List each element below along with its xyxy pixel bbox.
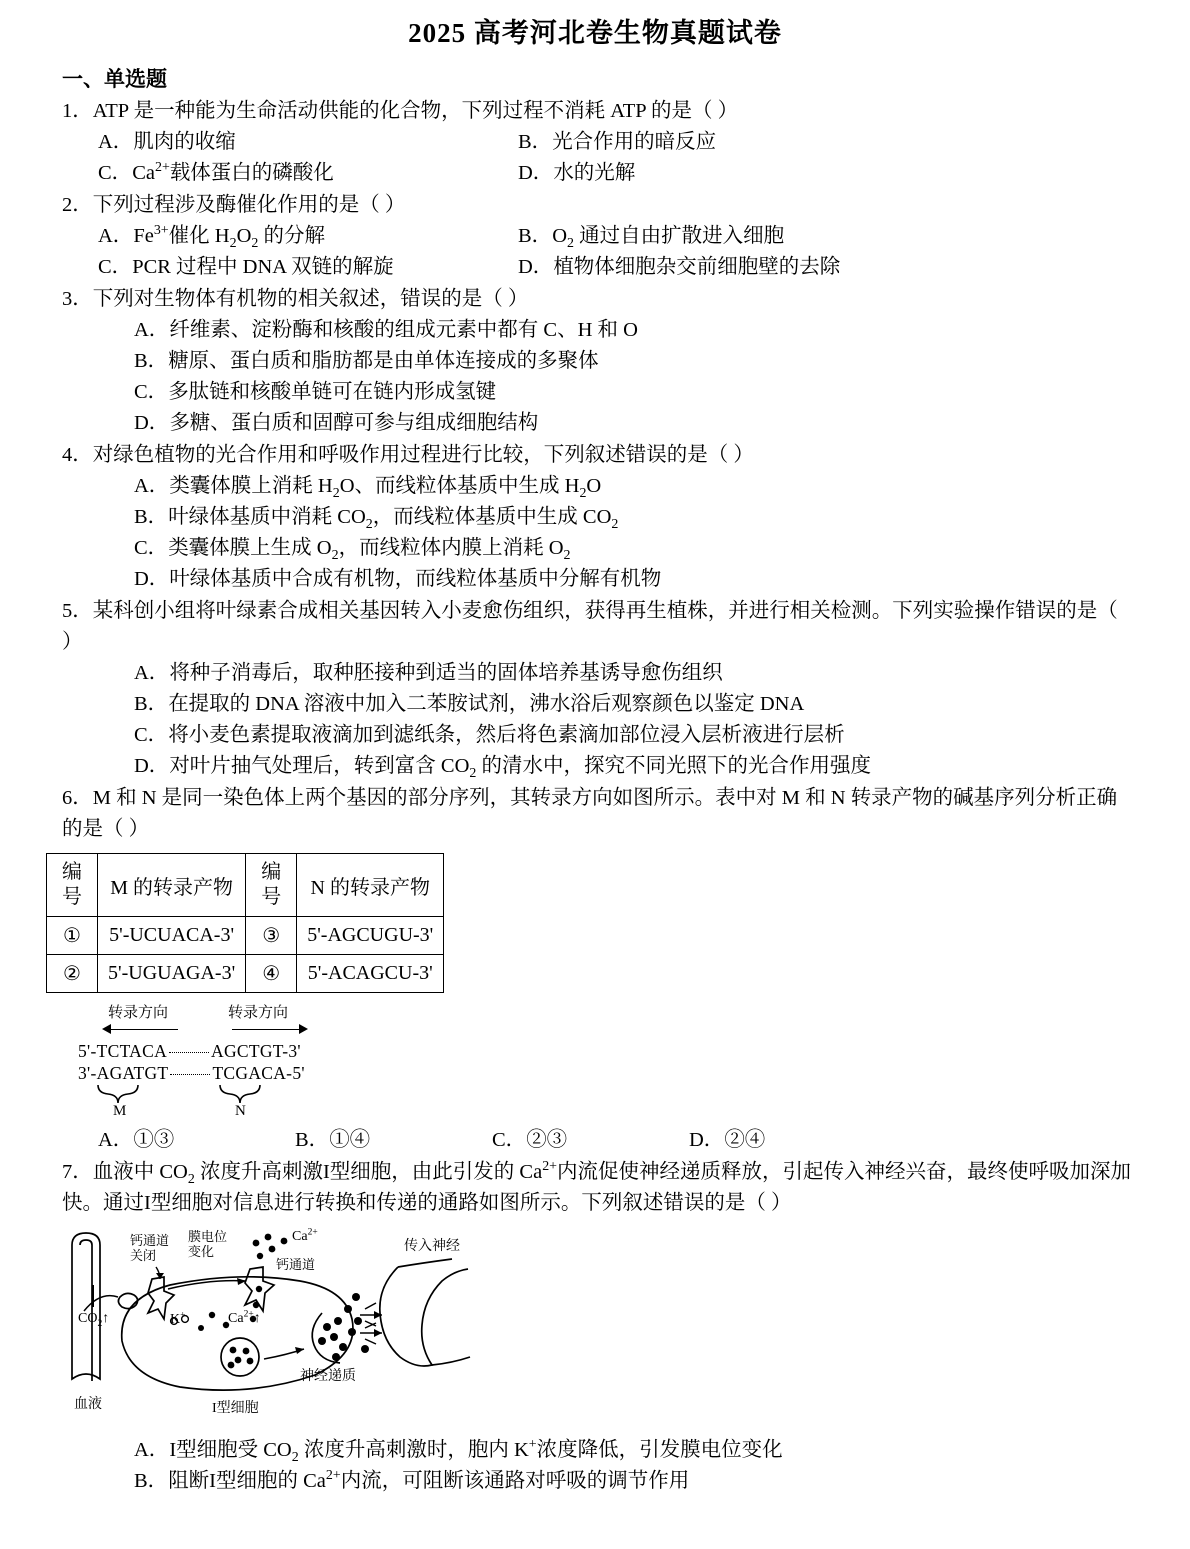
bottom-strand-left: 3'-AGATGT — [78, 1063, 169, 1083]
option-text: 阻断I型细胞的 $Ca^{2+}$内流，可阻断该通路对呼吸的调节作用 — [168, 1468, 690, 1492]
question-5-number: 5． — [62, 600, 93, 622]
option-label: D． — [134, 568, 170, 590]
option-2-C[interactable] — [98, 252, 518, 283]
option-label: D． — [134, 412, 170, 434]
option-text: ②④ — [724, 1129, 766, 1151]
right-arrow-icon — [299, 1024, 308, 1034]
option-text: $Ca^{2+}$载体蛋白的磷酸化 — [132, 160, 334, 184]
option-4-B[interactable] — [134, 502, 1132, 533]
option-7-A[interactable] — [134, 1435, 1132, 1466]
row1-index-M: ① — [47, 917, 98, 955]
option-label: D． — [134, 755, 170, 777]
option-text: 光合作用的暗反应 — [552, 131, 717, 153]
dna-bottom-strand — [78, 1063, 305, 1084]
option-4-C[interactable] — [134, 533, 1132, 564]
option-label: A． — [98, 225, 134, 247]
option-3-B[interactable] — [134, 346, 1132, 377]
option-label: C． — [134, 537, 169, 559]
option-label: B． — [134, 350, 169, 372]
co2-label: $CO_2↑$ — [78, 1311, 110, 1329]
bottom-strand-right: TCGACA-5' — [212, 1063, 305, 1083]
question-1 — [62, 96, 1132, 189]
gene-N-label: N — [235, 1103, 246, 1119]
option-text: 将小麦色素提取液滴加到滤纸条，然后将色素滴加部位浸入层析液进行层析 — [168, 724, 845, 746]
left-transcription-direction-label: 转录方向 — [108, 1005, 169, 1021]
neurotransmitter-label: 神经递质 — [300, 1369, 356, 1384]
option-label: B． — [518, 131, 553, 153]
option-label: B． — [518, 225, 553, 247]
option-1-C[interactable] — [98, 158, 518, 189]
header-N-product: N 的转录产物 — [297, 854, 444, 917]
option-text: I型细胞受 $CO_2$ 浓度升高刺激时，胞内 K+浓度降低，引发膜电位变化 — [169, 1437, 783, 1466]
question-2 — [62, 190, 1132, 283]
membrane-potential-change-label: 膜电位 变化 — [188, 1229, 228, 1259]
option-text: 类囊体膜上消耗 $H_2O$、而线粒体基质中生成 $H_2O$ — [169, 475, 602, 502]
row2-seq-N: 5'-ACAGCU-3' — [297, 955, 444, 993]
question-4 — [62, 440, 1132, 595]
option-1-D[interactable] — [518, 158, 635, 189]
option-text: 水的光解 — [553, 162, 636, 184]
option-text: 肌肉的收缩 — [133, 131, 236, 153]
right-direction-arrow-line — [232, 1029, 300, 1030]
dna-top-strand — [78, 1041, 301, 1062]
option-label: D． — [518, 162, 554, 184]
strand-gap-dash — [170, 1074, 210, 1075]
question-6-text: M 和 N 是同一染色体上两个基因的部分序列，其转录方向如图所示。表中对 M 和 N 转录产物的碱基序列分析正确的是（ ） — [62, 787, 1118, 840]
option-label: A． — [134, 662, 170, 684]
table-header-row — [47, 854, 444, 917]
potassium-label: K+ — [170, 1310, 186, 1327]
option-3-C[interactable] — [134, 377, 1132, 408]
option-label: C． — [98, 162, 133, 184]
q6-table-wrapper — [46, 853, 1190, 993]
option-4-A[interactable] — [134, 471, 1132, 502]
page-title: 2025 高考河北卷生物真题试卷 — [408, 18, 782, 48]
top-strand-left: 5'-TCTACA — [78, 1041, 168, 1061]
question-5-text: 某科创小组将叶绿素合成相关基因转入小麦愈伤组织，获得再生植株，并进行相关检测。下列实验操作错误的是（ ） — [62, 600, 1118, 653]
option-row — [98, 221, 1132, 252]
option-text: 对叶片抽气处理后，转到富含 $CO_2$ 的清水中，探究不同光照下的光合作用强度 — [169, 755, 872, 782]
question-7 — [62, 1157, 1132, 1219]
left-arrow-icon — [102, 1024, 111, 1034]
option-row — [98, 127, 1132, 158]
row2-seq-M: 5'-UGUAGA-3' — [98, 955, 246, 993]
option-row — [98, 252, 1132, 283]
question-1-number: 1． — [62, 100, 93, 122]
question-7-options — [98, 1435, 1132, 1497]
option-6-A[interactable] — [98, 1125, 295, 1156]
option-label: C． — [134, 381, 169, 403]
question-6-options-wrapper — [62, 1125, 1132, 1156]
header-number-M: 编 号 — [47, 854, 98, 917]
afferent-nerve-label: 传入神经 — [404, 1239, 460, 1254]
question-3-text: 下列对生物体有机物的相关叙述，错误的是（ ） — [92, 288, 529, 310]
option-text: 叶绿体基质中消耗 $CO_2$，而线粒体基质中生成 $CO_2$ — [168, 506, 619, 533]
option-5-B[interactable] — [134, 689, 1132, 720]
right-transcription-direction-label: 转录方向 — [228, 1005, 289, 1021]
row1-seq-N: 5'-AGCUGU-3' — [297, 917, 444, 955]
option-label: B． — [134, 506, 169, 528]
row1-index-N: ③ — [246, 917, 297, 955]
strand-gap-dash — [169, 1052, 209, 1053]
calcium-channel-open-label: 钙通道 — [276, 1257, 316, 1272]
option-label: D． — [518, 256, 554, 278]
question-7-options-wrapper — [62, 1435, 1132, 1497]
type-I-cell-label: I型细胞 — [212, 1401, 259, 1416]
option-text: ②③ — [526, 1129, 568, 1151]
transcription-product-table — [46, 853, 444, 993]
exam-paper-page — [0, 14, 1190, 1549]
question-7-number: 7． — [62, 1161, 93, 1183]
question-6 — [62, 783, 1132, 845]
question-5-options — [98, 658, 1132, 782]
option-label: B． — [134, 1470, 169, 1492]
option-text: ①④ — [329, 1129, 371, 1151]
option-text: $O_2$ 通过自由扩散进入细胞 — [552, 225, 785, 252]
option-label: B． — [295, 1129, 330, 1151]
top-strand-right: AGCTGT-3' — [211, 1041, 301, 1061]
option-1-A[interactable] — [98, 127, 518, 158]
question-6-number: 6． — [62, 787, 93, 809]
table-row — [47, 955, 444, 993]
row2-index-N: ④ — [246, 955, 297, 993]
option-text: 纤维素、淀粉酶和核酸的组成元素中都有 C、H 和 O — [169, 319, 638, 341]
option-3-A[interactable] — [134, 315, 1132, 346]
question-7-text: 血液中 $CO_2$ 浓度升高刺激I型细胞，由此引发的 $Ca^{2+}$内流促使神经递质释放，引起传入神经兴奋，最终使呼吸加深加快。通过I型细胞对信息进行转换和传递的通路如图所示。下列叙述错误的是（ ） — [62, 1159, 1132, 1214]
question-2-number: 2． — [62, 194, 93, 216]
option-text: 在提取的 DNA 溶液中加入二苯胺试剂，沸水浴后观察颜色以鉴定 DNA — [168, 693, 805, 715]
question-1-text: ATP 是一种能为生命活动供能的化合物，下列过程不消耗 ATP 的是（ ） — [92, 100, 739, 122]
left-direction-arrow-line — [110, 1029, 178, 1030]
option-2-A[interactable] — [98, 221, 518, 252]
question-6-stem — [62, 783, 1132, 845]
option-label: C． — [98, 256, 133, 278]
question-4-number: 4． — [62, 444, 93, 466]
option-6-B[interactable] — [295, 1125, 492, 1156]
question-7-stem — [62, 1157, 1132, 1219]
option-text: PCR 过程中 DNA 双链的解旋 — [132, 256, 394, 278]
option-text: 多糖、蛋白质和固醇可参与组成细胞结构 — [169, 412, 539, 434]
option-4-D[interactable] — [134, 564, 1132, 595]
option-5-D[interactable] — [134, 751, 1132, 782]
option-2-B[interactable] — [518, 221, 784, 252]
option-label: B． — [134, 693, 169, 715]
option-6-C[interactable] — [492, 1125, 689, 1156]
header-M-product: M 的转录产物 — [98, 854, 246, 917]
blood-label: 血液 — [74, 1397, 102, 1412]
question-2-text: 下列过程涉及酶催化作用的是（ ） — [92, 194, 406, 216]
option-text: 类囊体膜上生成 $O_2$，而线粒体内膜上消耗 $O_2$ — [168, 537, 571, 564]
header-number-N: 编 号 — [246, 854, 297, 917]
option-text: 将种子消毒后，取种胚接种到适当的固体培养基诱导愈伤组织 — [169, 662, 723, 684]
option-label: D． — [689, 1129, 725, 1151]
question-3-number: 3． — [62, 288, 93, 310]
table-row — [47, 917, 444, 955]
question-1-stem — [62, 96, 1132, 127]
calcium-channel-closed-label: 钙通道 关闭 — [130, 1233, 170, 1263]
option-label: A． — [134, 1439, 170, 1461]
section-heading: 一、单选题 — [62, 67, 167, 91]
option-text: $Fe^{3+}$催化 $H_2O_2$ 的分解 — [133, 223, 325, 252]
gene-M-label: M — [113, 1103, 127, 1119]
question-3 — [62, 284, 1132, 439]
option-label: C． — [134, 724, 169, 746]
option-1-B[interactable] — [518, 127, 716, 158]
option-text: 多肽链和核酸单链可在链内形成氢键 — [168, 381, 497, 403]
question-2-stem — [62, 190, 1132, 221]
question-6-options — [98, 1125, 1132, 1156]
question-3-stem — [62, 284, 1132, 315]
option-label: A． — [134, 319, 170, 341]
option-3-D[interactable] — [134, 408, 1132, 439]
option-text: 叶绿体基质中合成有机物，而线粒体基质中分解有机物 — [169, 568, 662, 590]
row1-seq-M: 5'-UCUACA-3' — [98, 917, 246, 955]
option-row — [98, 158, 1132, 189]
option-5-C[interactable] — [134, 720, 1132, 751]
extracellular-calcium-label: $Ca^{2+}$ — [292, 1227, 318, 1244]
question-5 — [62, 596, 1132, 782]
option-5-A[interactable] — [134, 658, 1132, 689]
option-2-D[interactable] — [518, 252, 840, 283]
question-3-options — [98, 315, 1132, 439]
option-6-D[interactable] — [689, 1125, 886, 1156]
option-text: ①③ — [133, 1129, 175, 1151]
option-label: A． — [98, 1129, 134, 1151]
option-label: A． — [134, 475, 170, 497]
question-1-options — [98, 127, 1132, 189]
option-label: A． — [98, 131, 134, 153]
option-text: 糖原、蛋白质和脂肪都是由单体连接成的多聚体 — [168, 350, 599, 372]
question-2-options — [98, 221, 1132, 283]
option-label: C． — [492, 1129, 527, 1151]
intracellular-calcium-label: $Ca^{2+}↑$ — [228, 1309, 261, 1326]
question-4-text: 对绿色植物的光合作用和呼吸作用过程进行比较，下列叙述错误的是（ ） — [92, 444, 754, 466]
type-I-cell-signalling-figure — [60, 1229, 520, 1429]
row2-index-M: ② — [47, 955, 98, 993]
question-5-stem — [62, 596, 1132, 658]
option-7-B[interactable] — [134, 1466, 1132, 1497]
option-text: 植物体细胞杂交前细胞壁的去除 — [553, 256, 841, 278]
transcription-direction-figure — [70, 1001, 390, 1123]
question-4-stem — [62, 440, 1132, 471]
question-4-options — [98, 471, 1132, 595]
